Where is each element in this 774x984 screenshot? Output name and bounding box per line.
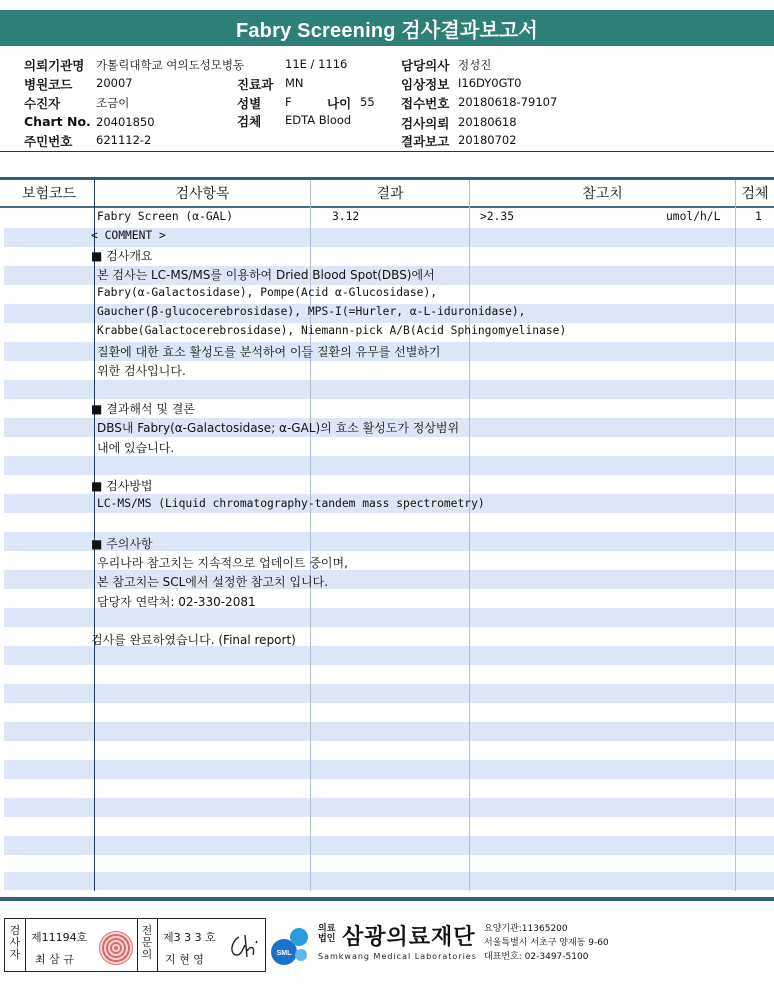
examiner-seal — [99, 931, 133, 965]
table-bottom-rule — [0, 897, 774, 901]
overview-line: 위한 검사입니다. — [97, 364, 186, 378]
institution-value: 가톨릭대학교 여의도성모병동 — [96, 58, 245, 72]
chart-value: 20401850 — [96, 115, 155, 129]
section-method-title: ■ 검사방법 — [91, 479, 153, 493]
test-item-name: Fabry Screen (α-GAL) — [97, 210, 234, 223]
section-caution-title: ■ 주의사항 — [91, 537, 153, 551]
specialist-label: 전 문 의 — [141, 924, 153, 961]
overview-line: Krabbe(Galactocerebrosidase), Niemann-pick A/B(Acid Sphingomyelinase) — [97, 324, 567, 337]
report-date-label: 결과보고 — [401, 134, 450, 149]
signature-scribble — [227, 931, 261, 963]
stripe — [4, 722, 774, 741]
hospital-code-value: 20007 — [96, 76, 133, 90]
specimen-count: 1 — [755, 210, 762, 223]
overview-line: Gaucher(β-glucocerebrosidase), MPS-I(=Hurler, α-L-iduronidase), — [97, 305, 526, 318]
col-specimen: 검체 — [741, 186, 769, 202]
org-phone: 대표번호: 02-3497-5100 — [484, 952, 589, 962]
org-name: 삼광의료재단 — [342, 925, 476, 950]
sex-label: 성별 — [237, 96, 262, 111]
request-label: 검사의뢰 — [401, 116, 450, 131]
institution-label: 의뢰기관명 — [24, 58, 85, 73]
signature-divider — [157, 919, 158, 971]
specimen-value: EDTA Blood — [285, 113, 352, 127]
specimen-label: 검체 — [237, 114, 262, 129]
org-code: 요양기관:11365200 — [484, 924, 568, 934]
examiner-label: 검 사 자 — [9, 924, 21, 961]
column-divider — [735, 180, 736, 891]
specialist-name: 지 현 영 — [165, 953, 204, 966]
org-english-name: Samkwang Medical Laboratories — [318, 952, 477, 961]
info-divider — [0, 151, 774, 152]
chart-label: Chart No. — [24, 114, 91, 129]
reference-unit: umol/h/L — [666, 210, 721, 223]
stripe — [4, 760, 774, 779]
column-divider — [469, 180, 470, 891]
caution-line: 본 참고치는 SCL에서 설정한 참고치 입니다. — [97, 575, 329, 589]
stripe — [4, 608, 774, 627]
dept-value: MN — [285, 76, 304, 90]
stripe — [4, 380, 774, 399]
ward-value: 11E / 1116 — [285, 57, 348, 71]
caution-line: 우리나라 참고치는 지속적으로 업데이트 중이며, — [97, 556, 348, 570]
section-interpretation-title: ■ 결과해석 및 결론 — [91, 402, 195, 416]
method-line: LC-MS/MS (Liquid chromatography-tandem mass spectrometry) — [97, 497, 485, 510]
examinee-value: 조금이 — [96, 96, 130, 110]
stripe — [4, 456, 774, 475]
clinical-value: I16DY0GT0 — [458, 76, 522, 90]
signature-divider — [25, 919, 26, 971]
result-value: 3.12 — [332, 210, 360, 223]
sml-logo-icon — [270, 924, 314, 968]
org-contact — [484, 922, 609, 964]
stripe — [4, 872, 774, 890]
hospital-code-label: 병원코드 — [24, 77, 73, 92]
overview-line: 질환에 대한 효소 활성도를 분석하여 이들 질환의 유무를 선별하기 — [97, 345, 441, 359]
age-label: 나이 — [327, 96, 352, 111]
resident-label: 주민번호 — [24, 134, 73, 149]
stripe — [4, 798, 774, 817]
sex-value: F — [285, 95, 292, 109]
table-header — [0, 179, 774, 205]
comment-header: < COMMENT > — [91, 229, 166, 242]
overview-line: 본 검사는 LC-MS/MS를 이용하여 Dried Blood Spot(DBS)에서 — [97, 268, 435, 282]
request-value: 20180618 — [458, 115, 517, 129]
stripe — [4, 646, 774, 665]
col-reference: 참고치 — [582, 186, 623, 202]
col-insurance-code: 보험코드 — [21, 186, 77, 202]
org-address: 서울특별시 서초구 양재동 9-60 — [484, 938, 609, 948]
reference-value: >2.35 — [480, 210, 515, 223]
sml-logo-text: SML — [276, 950, 292, 957]
caution-line: 담당자 연락처: 02-330-2081 — [97, 595, 256, 609]
overview-line: Fabry(α-Galactosidase), Pompe(Acid α-Glucosidase), — [97, 286, 438, 299]
report-footer — [0, 918, 774, 978]
physician-value: 정성진 — [458, 58, 492, 72]
dept-label: 진료과 — [237, 77, 274, 92]
final-report-note: 검사를 완료하였습니다. (Final report) — [91, 633, 296, 647]
specialist-license-no: 제3 3 3 호 — [163, 931, 216, 944]
col-test-item: 검사항목 — [175, 186, 230, 202]
examinee-label: 수진자 — [24, 96, 61, 111]
table-header-rule — [0, 206, 774, 208]
patient-info — [0, 52, 774, 152]
resident-value: 621112-2 — [96, 133, 152, 147]
signature-box — [4, 918, 266, 972]
clinical-label: 임상정보 — [401, 77, 450, 92]
section-overview-title: ■ 검사개요 — [91, 249, 153, 263]
stripe — [4, 684, 774, 703]
age-value: 55 — [360, 95, 375, 109]
report-title: Fabry Screening 검사결과보고서 — [0, 10, 774, 46]
stripe — [4, 836, 774, 855]
examiner-license-no: 제11194호 — [31, 931, 88, 944]
interpretation-line: 내에 있습니다. — [97, 441, 175, 455]
physician-label: 담당의사 — [401, 58, 450, 73]
interpretation-line: DBS내 Fabry(α-Galactosidase; α-GAL)의 효소 활성도가 정상범위 — [97, 421, 460, 435]
report-date-value: 20180702 — [458, 133, 517, 147]
examiner-name: 최 삼 규 — [35, 953, 74, 966]
receipt-value: 20180618-79107 — [458, 95, 558, 109]
org-tag: 의료법인 — [318, 924, 336, 944]
col-result: 결과 — [376, 186, 404, 202]
receipt-label: 접수번호 — [401, 96, 450, 111]
